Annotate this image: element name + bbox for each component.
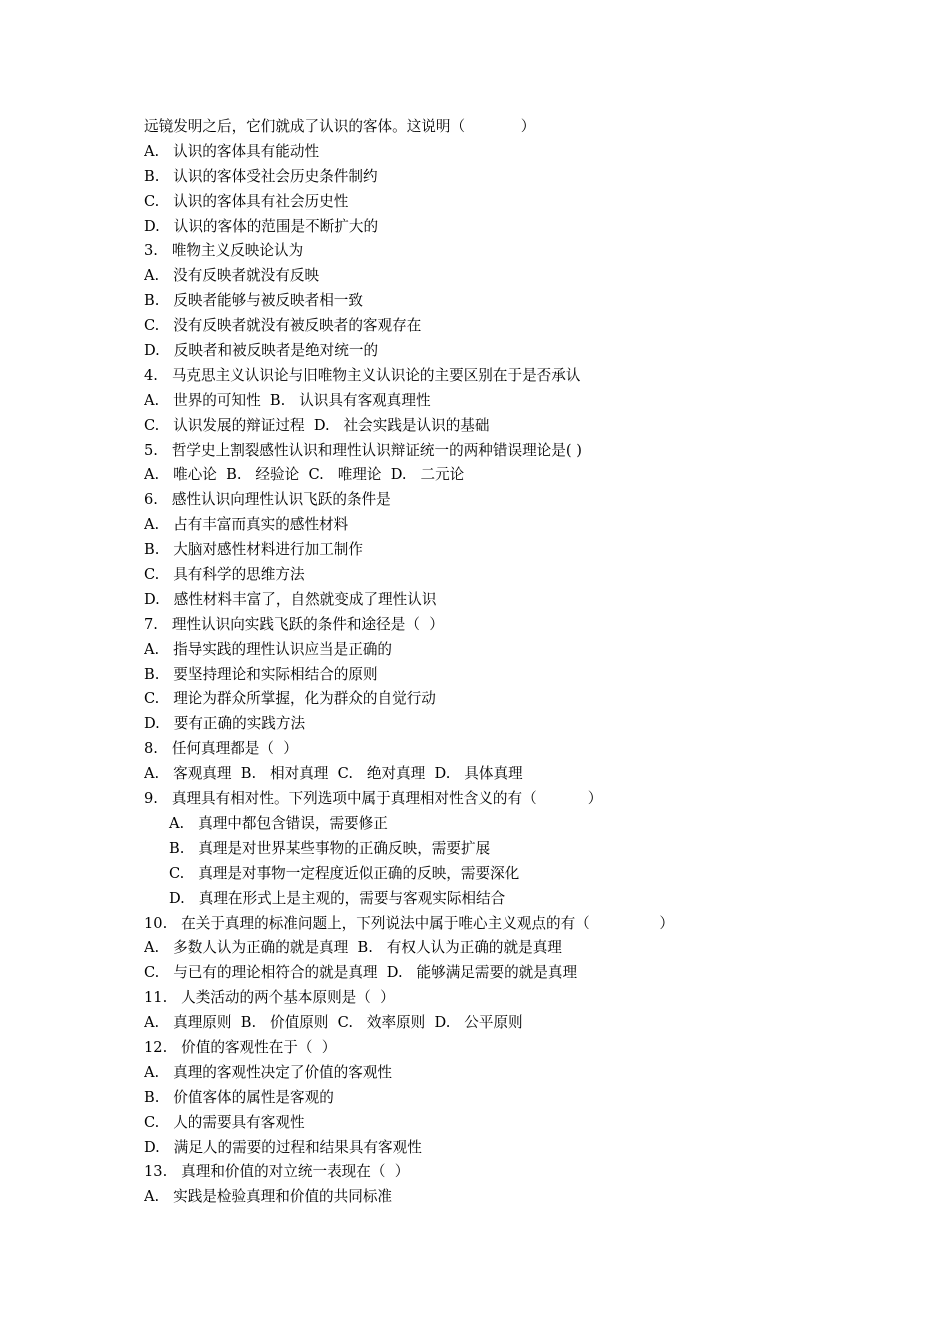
text-line: 9. 真理具有相对性。下列选项中属于真理相对性含义的有（ ）: [144, 790, 603, 808]
text-line: 6. 感性认识向理性认识飞跃的条件是: [144, 491, 391, 509]
text-line: C. 理论为群众所掌握，化为群众的自觉行动: [144, 690, 436, 708]
text-line: A. 实践是检验真理和价值的共同标准: [144, 1188, 393, 1206]
text-line: B. 大脑对感性材料进行加工制作: [144, 541, 364, 559]
text-line: B. 真理是对世界某些事物的正确反映，需要扩展: [169, 839, 491, 857]
text-line: A. 世界的可知性 B. 认识具有客观真理性: [144, 391, 431, 409]
text-line: A. 客观真理 B. 相对真理 C. 绝对真理 D. 具体真理: [144, 765, 523, 783]
text-line: A. 占有丰富而真实的感性材料: [144, 516, 349, 534]
text-line: C. 具有科学的思维方法: [144, 566, 305, 584]
text-line: A. 真理原则 B. 价值原则 C. 效率原则 D. 公平原则: [144, 1014, 523, 1032]
text-line: A. 认识的客体具有能动性: [144, 142, 320, 160]
text-line: D. 反映者和被反映者是绝对统一的: [144, 342, 379, 360]
text-line: C. 没有反映者就没有被反映者的客观存在: [144, 317, 422, 335]
text-line: C. 人的需要具有客观性: [144, 1113, 305, 1131]
text-line: A. 真理中都包含错误，需要修正: [169, 814, 388, 832]
text-line: C. 认识的客体具有社会历史性: [144, 192, 349, 210]
text-line: D. 满足人的需要的过程和结果具有客观性: [144, 1138, 422, 1156]
text-line: A. 唯心论 B. 经验论 C. 唯理论 D. 二元论: [144, 466, 465, 484]
text-line: 5. 哲学史上割裂感性认识和理性认识辩证统一的两种错误理论是( ): [144, 441, 582, 459]
text-line: 7. 理性认识向实践飞跃的条件和途径是（ ）: [144, 615, 444, 633]
text-line: A. 没有反映者就没有反映: [144, 267, 320, 285]
text-line: 4. 马克思主义认识论与旧唯物主义认识论的主要区别在于是否承认: [144, 366, 581, 384]
text-line: B. 认识的客体受社会历史条件制约: [144, 167, 378, 185]
text-line: 远镜发明之后，它们就成了认识的客体。这说明（ ）: [144, 118, 536, 135]
text-line: 11. 人类活动的两个基本原则是（ ）: [144, 989, 395, 1007]
document-body: [144, 115, 844, 1210]
text-line: C. 与已有的理论相符合的就是真理 D. 能够满足需要的就是真理: [144, 964, 578, 982]
text-line: B. 反映者能够与被反映者相一致: [144, 292, 364, 310]
text-line: A. 真理的客观性决定了价值的客观性: [144, 1063, 393, 1081]
text-line: D. 真理在形式上是主观的，需要与客观实际相结合: [169, 889, 506, 907]
text-line: 10. 在关于真理的标准问题上，下列说法中属于唯心主义观点的有（ ）: [144, 914, 674, 932]
text-line: B. 要坚持理论和实际相结合的原则: [144, 665, 378, 683]
text-line: D. 要有正确的实践方法: [144, 715, 306, 733]
text-line: D. 认识的客体的范围是不断扩大的: [144, 217, 379, 235]
text-line: 12. 价值的客观性在于（ ）: [144, 1038, 337, 1056]
text-line: A. 指导实践的理性认识应当是正确的: [144, 640, 393, 658]
text-line: D. 感性材料丰富了，自然就变成了理性认识: [144, 590, 437, 608]
text-line: A. 多数人认为正确的就是真理 B. 有权人认为正确的就是真理: [144, 939, 562, 957]
text-line: 3. 唯物主义反映论认为: [144, 242, 304, 260]
text-line: C. 真理是对事物一定程度近似正确的反映，需要深化: [169, 864, 520, 882]
text-line: C. 认识发展的辩证过程 D. 社会实践是认识的基础: [144, 416, 490, 434]
text-line: B. 价值客体的属性是客观的: [144, 1088, 334, 1106]
text-line: 8. 任何真理都是（ ）: [144, 740, 298, 758]
text-line: 13. 真理和价值的对立统一表现在（ ）: [144, 1163, 410, 1181]
